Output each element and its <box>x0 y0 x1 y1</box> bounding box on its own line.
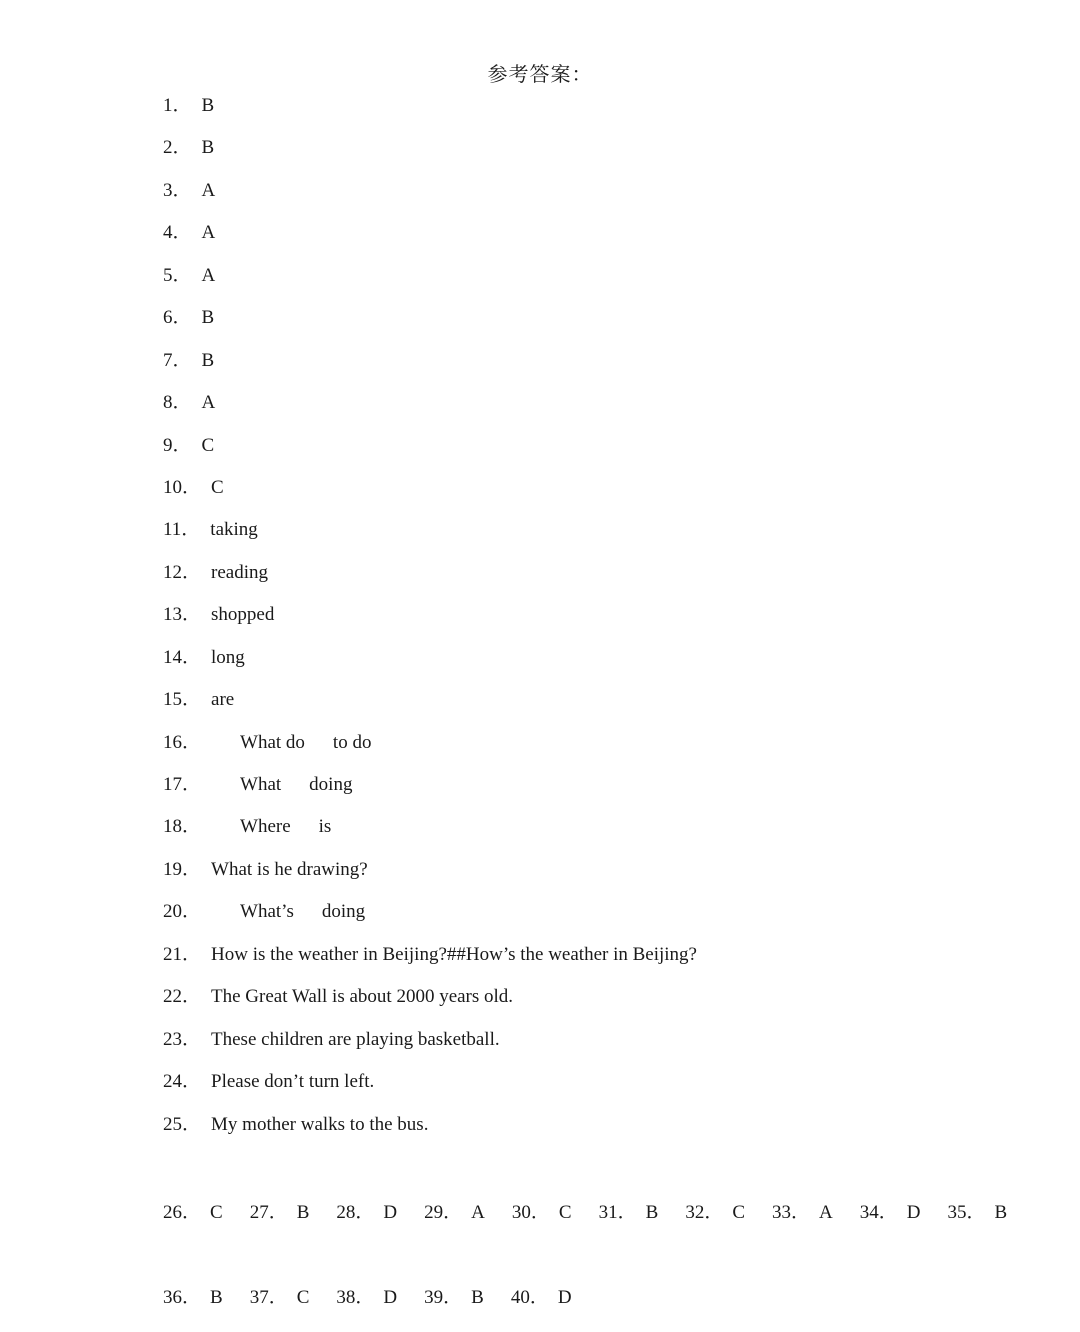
answer-blank-text: What’s <box>240 901 294 923</box>
inline-answer <box>163 1282 223 1309</box>
answer-row <box>163 347 923 389</box>
answer-text: B <box>645 1202 659 1223</box>
inline-answer <box>772 1197 833 1224</box>
answer-blank-text: is <box>318 816 332 838</box>
answer-blanks <box>211 771 380 799</box>
answer-text: What is he drawing? <box>211 858 368 880</box>
answer-number: 11． <box>163 519 201 541</box>
inline-answer <box>599 1197 659 1224</box>
answer-row <box>163 432 923 474</box>
answer-number: 38． <box>336 1287 375 1308</box>
answer-number: 20． <box>163 901 202 923</box>
answer-text: A <box>201 222 216 244</box>
answer-text: A <box>201 392 216 414</box>
answer-row <box>163 92 923 134</box>
answer-row <box>163 177 923 219</box>
answer-row <box>163 262 923 304</box>
inline-answer <box>511 1282 572 1309</box>
answer-blanks <box>211 729 399 757</box>
answer-number: 13． <box>163 604 202 626</box>
answer-number: 30． <box>511 1202 550 1223</box>
answer-number: 40． <box>510 1287 549 1308</box>
answer-row <box>163 219 923 261</box>
answer-number: 17． <box>163 774 202 795</box>
answer-text: reading <box>211 561 268 583</box>
answer-number: 31． <box>598 1202 637 1223</box>
answer-number: 22． <box>163 986 202 1008</box>
answer-text: D <box>557 1287 572 1308</box>
answer-text: taking <box>210 519 258 541</box>
answer-number: 19． <box>163 858 202 880</box>
inline-answer <box>424 1282 484 1309</box>
answer-number: 27． <box>249 1202 288 1223</box>
answer-row <box>163 856 923 898</box>
answer-blank-text: to do <box>332 731 372 753</box>
answer-text: C <box>296 1287 310 1308</box>
answer-number: 2． <box>163 137 192 159</box>
answer-number: 14． <box>163 646 202 668</box>
answer-number: 6． <box>163 307 192 329</box>
inline-answer-row-1 <box>163 1197 1034 1224</box>
answer-number: 12． <box>163 561 202 583</box>
answer-text: B <box>296 1202 310 1223</box>
inline-answer <box>250 1197 310 1224</box>
answer-number: 29． <box>424 1202 463 1223</box>
answer-blank-text: doing <box>321 901 366 923</box>
answer-text: A <box>819 1202 833 1223</box>
inline-answer <box>948 1197 1008 1224</box>
answer-number: 24． <box>163 1071 202 1093</box>
answer-text: A <box>471 1202 485 1223</box>
answer-number: 23． <box>163 1028 202 1050</box>
answer-text: C <box>732 1202 746 1223</box>
answer-text: Please don’t turn left. <box>211 1071 375 1093</box>
answer-number: 8． <box>163 392 192 414</box>
answer-number: 33． <box>772 1202 811 1223</box>
answer-row <box>163 941 923 983</box>
answer-number: 32． <box>685 1202 724 1223</box>
answer-number: 18． <box>163 816 202 838</box>
answer-blanks <box>211 813 359 841</box>
answer-row <box>163 601 923 643</box>
answer-blank-text: What do <box>240 731 305 753</box>
answer-row <box>163 389 923 431</box>
answer-number: 3． <box>163 179 192 201</box>
answer-text: B <box>471 1287 484 1308</box>
answer-row <box>163 898 923 940</box>
answer-number: 37． <box>249 1287 288 1308</box>
answer-row <box>163 516 923 558</box>
answer-text: B <box>201 307 215 329</box>
answer-text: The Great Wall is about 2000 years old. <box>211 986 514 1008</box>
answer-number: 35． <box>947 1202 986 1223</box>
answer-text: My mother walks to the bus. <box>211 1113 429 1135</box>
answer-row <box>163 813 923 855</box>
answer-blank-text: Where <box>240 816 291 838</box>
page-title: 参考答案： <box>487 62 593 86</box>
answer-row <box>163 1026 923 1068</box>
answer-row <box>163 559 923 601</box>
answer-number: 9． <box>163 434 192 456</box>
answer-number: 26． <box>163 1202 202 1223</box>
answer-number: 4． <box>163 222 192 244</box>
answer-number: 10． <box>163 476 202 498</box>
answer-text: B <box>210 1287 223 1308</box>
answer-row <box>163 644 923 686</box>
answer-text: C <box>210 1202 223 1223</box>
inline-answer <box>860 1197 921 1224</box>
answer-row <box>163 686 923 728</box>
inline-answer-row-2 <box>163 1282 599 1309</box>
inline-answer <box>250 1282 310 1309</box>
answer-text: are <box>211 689 235 711</box>
inline-answer <box>685 1197 745 1224</box>
answer-list <box>163 92 923 1153</box>
answer-text: A <box>201 264 216 286</box>
answer-text: D <box>383 1287 398 1308</box>
answer-row <box>163 304 923 346</box>
answer-text: D <box>906 1202 921 1223</box>
answer-number: 28． <box>336 1202 375 1223</box>
answer-number: 25． <box>163 1113 202 1135</box>
answer-number: 34． <box>859 1202 898 1223</box>
answer-text: A <box>201 179 216 201</box>
answer-number: 36． <box>163 1287 202 1308</box>
answer-number: 16． <box>163 731 202 753</box>
answer-text: B <box>201 95 215 116</box>
answer-row <box>163 134 923 176</box>
inline-answer <box>163 1197 223 1224</box>
inline-answer <box>424 1197 485 1224</box>
answer-number: 39． <box>424 1287 463 1308</box>
answer-text: shopped <box>211 604 275 626</box>
answer-row <box>163 1111 923 1153</box>
answer-text: B <box>201 137 215 159</box>
answer-text: B <box>994 1202 1008 1223</box>
answer-text: These children are playing basketball. <box>211 1028 500 1050</box>
answer-text: B <box>201 349 215 371</box>
answer-row <box>163 983 923 1025</box>
answer-blank-text: doing <box>309 774 353 795</box>
answer-number: 15． <box>163 689 202 711</box>
answer-number: 21． <box>163 943 202 965</box>
answer-number: 1． <box>163 95 192 116</box>
answer-blank-text: What <box>240 774 282 795</box>
answer-row <box>163 1068 923 1110</box>
answer-text: C <box>211 476 224 498</box>
answer-row <box>163 771 923 813</box>
answer-blanks <box>211 898 393 926</box>
answer-text: D <box>383 1202 398 1223</box>
answer-row <box>163 474 923 516</box>
inline-answer <box>512 1197 572 1224</box>
answer-row <box>163 729 923 771</box>
answer-text: C <box>201 434 215 456</box>
inline-answer <box>336 1197 397 1224</box>
inline-answer <box>336 1282 397 1309</box>
answer-text: long <box>211 646 245 668</box>
answer-text: C <box>558 1202 572 1223</box>
answer-text: How is the weather in Beijing?##How’s the weather in Beijing? <box>211 943 697 965</box>
answer-number: 7． <box>163 349 192 371</box>
answer-number: 5． <box>163 264 192 286</box>
